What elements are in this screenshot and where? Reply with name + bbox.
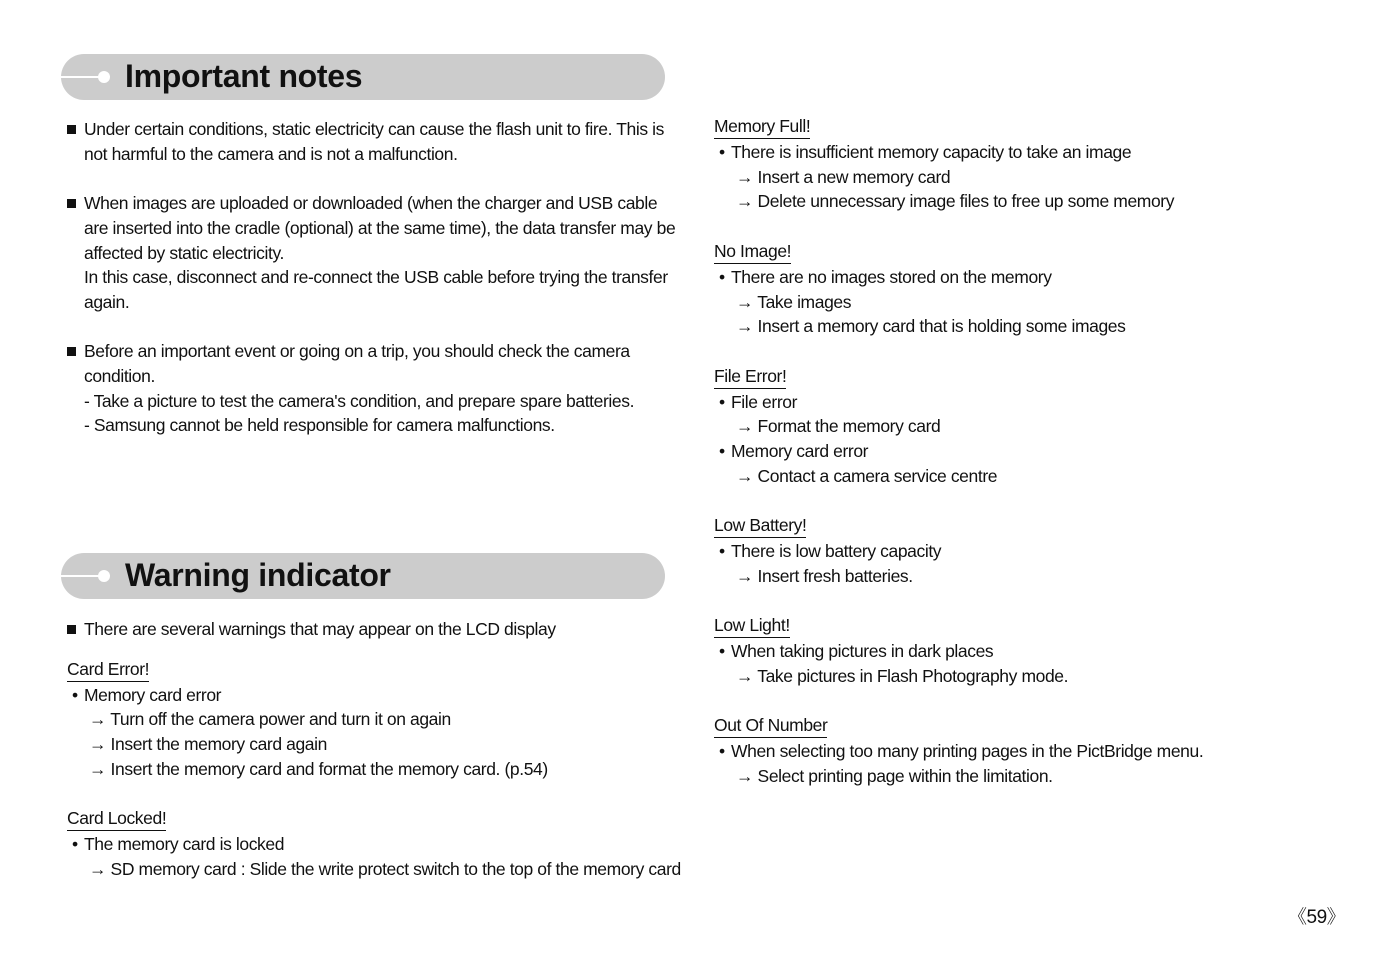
- bullet-text: File error: [731, 391, 798, 412]
- warning-section-no-image: [714, 239, 1334, 339]
- important-notes-banner: [61, 54, 665, 100]
- bullet-dot-icon: •: [72, 684, 78, 705]
- warning-heading: Out Of Number: [714, 715, 827, 738]
- important-notes-list: [67, 117, 676, 438]
- warning-bullet: [714, 539, 1334, 564]
- warning-right-column: [714, 114, 1334, 789]
- warning-heading: Low Light!: [714, 615, 790, 638]
- warning-bullet: [714, 639, 1334, 664]
- warning-action: → Select printing page within the limitation.: [736, 765, 1053, 786]
- warning-heading: Memory Full!: [714, 116, 810, 139]
- bullet-dot-icon: •: [719, 641, 725, 662]
- note-line: In this case, disconnect and re-connect the USB cable before trying the transfer: [84, 267, 668, 288]
- note-line: condition.: [84, 366, 155, 386]
- warning-indicator-banner: [61, 553, 665, 599]
- warning-heading: No Image!: [714, 241, 791, 264]
- bullet-dot-icon: •: [719, 391, 725, 412]
- bullet-dot-icon: •: [719, 741, 725, 762]
- warning-section-card-locked: [67, 806, 681, 881]
- warning-section-memory-full: [714, 114, 1334, 214]
- warning-section-low-battery: [714, 513, 1334, 588]
- bullet-dot-icon: •: [719, 441, 725, 461]
- warning-action: → Insert the memory card again: [89, 734, 327, 755]
- banner-rule: [61, 76, 101, 78]
- note-item: [67, 339, 667, 438]
- warning-section-card-error: [67, 657, 667, 782]
- note-line: - Take a picture to test the camera's condition, and prepare spare batteries.: [84, 390, 635, 411]
- warning-bullet: [714, 265, 1334, 290]
- note-line: affected by static electricity.: [84, 242, 284, 263]
- bullet-text: When selecting too many printing pages in the PictBridge menu.: [731, 741, 1204, 762]
- warning-bullet: [67, 683, 667, 708]
- bullet-text: There are no images stored on the memory: [731, 266, 1052, 287]
- warning-action: → Turn off the camera power and turn it on again: [89, 709, 451, 730]
- note-line: again.: [84, 291, 130, 312]
- warning-action: → Contact a camera service centre: [736, 465, 998, 486]
- warning-bullet: [714, 390, 1334, 415]
- square-bullet-icon: [67, 347, 76, 356]
- warning-heading: Card Locked!: [67, 808, 166, 831]
- warning-left-column: [67, 617, 681, 882]
- bullet-dot-icon: •: [72, 834, 78, 855]
- warning-bullet: [714, 439, 1334, 464]
- warning-heading: Card Error!: [67, 659, 149, 682]
- intro-text: There are several warnings that may appear on the LCD display: [84, 619, 556, 639]
- warning-action: → Insert a memory card that is holding some images: [736, 316, 1126, 337]
- square-bullet-icon: [67, 625, 76, 634]
- warning-section-low-light: [714, 613, 1334, 688]
- warning-bullet: [714, 140, 1334, 165]
- warning-heading: Low Battery!: [714, 515, 806, 538]
- warning-action: → Delete unnecessary image files to free up some memory: [736, 191, 1175, 212]
- note-line: - Samsung cannot be held responsible for camera malfunctions.: [84, 415, 555, 436]
- warning-indicator-title: Warning indicator: [125, 557, 391, 593]
- bullet-dot-icon: •: [719, 541, 725, 562]
- banner-dot-icon: [98, 71, 110, 83]
- bullet-dot-icon: •: [719, 266, 725, 287]
- bullet-text: There is insufficient memory capacity to take an image: [731, 142, 1132, 162]
- important-notes-title: Important notes: [125, 58, 363, 94]
- note-line: Before an important event or going on a trip, you should check the camera: [84, 341, 630, 362]
- warning-section-out-of-number: [714, 713, 1334, 788]
- warning-action: → SD memory card : Slide the write protect switch to the top of the memory card: [89, 858, 681, 879]
- bullet-text: Memory card error: [731, 441, 869, 461]
- warning-action: → Take images: [736, 291, 852, 312]
- warning-bullet: [714, 739, 1334, 764]
- warning-action: → Insert a new memory card: [736, 166, 951, 187]
- bullet-text: When taking pictures in dark places: [731, 641, 994, 662]
- warning-section-file-error: [714, 364, 1334, 489]
- page-number: 《59》: [1288, 907, 1346, 928]
- bullet-dot-icon: •: [719, 142, 725, 162]
- square-bullet-icon: [67, 125, 76, 134]
- warning-heading: File Error!: [714, 366, 786, 389]
- warning-action: → Insert fresh batteries.: [736, 565, 913, 586]
- warning-action: → Take pictures in Flash Photography mode.: [736, 665, 1069, 686]
- square-bullet-icon: [67, 199, 76, 208]
- note-item: [67, 191, 676, 315]
- banner-rule: [61, 575, 101, 577]
- warning-action: → Insert the memory card and format the memory card. (p.54): [89, 758, 548, 779]
- note-line: are inserted into the cradle (optional) at the same time), the data transfer may be: [84, 217, 676, 238]
- note-line: Under certain conditions, static electricity can cause the flash unit to fire. This is: [84, 119, 665, 139]
- bullet-text: Memory card error: [84, 684, 222, 705]
- warning-intro: [67, 617, 667, 642]
- banner-dot-icon: [98, 570, 110, 582]
- warning-bullet: [67, 832, 667, 857]
- note-item: [67, 117, 667, 166]
- note-line: When images are uploaded or downloaded (when the charger and USB cable: [84, 193, 658, 214]
- bullet-text: The memory card is locked: [84, 834, 285, 855]
- note-line: not harmful to the camera and is not a malfunction.: [84, 143, 458, 164]
- bullet-text: There is low battery capacity: [731, 541, 942, 562]
- warning-action: → Format the memory card: [736, 416, 941, 437]
